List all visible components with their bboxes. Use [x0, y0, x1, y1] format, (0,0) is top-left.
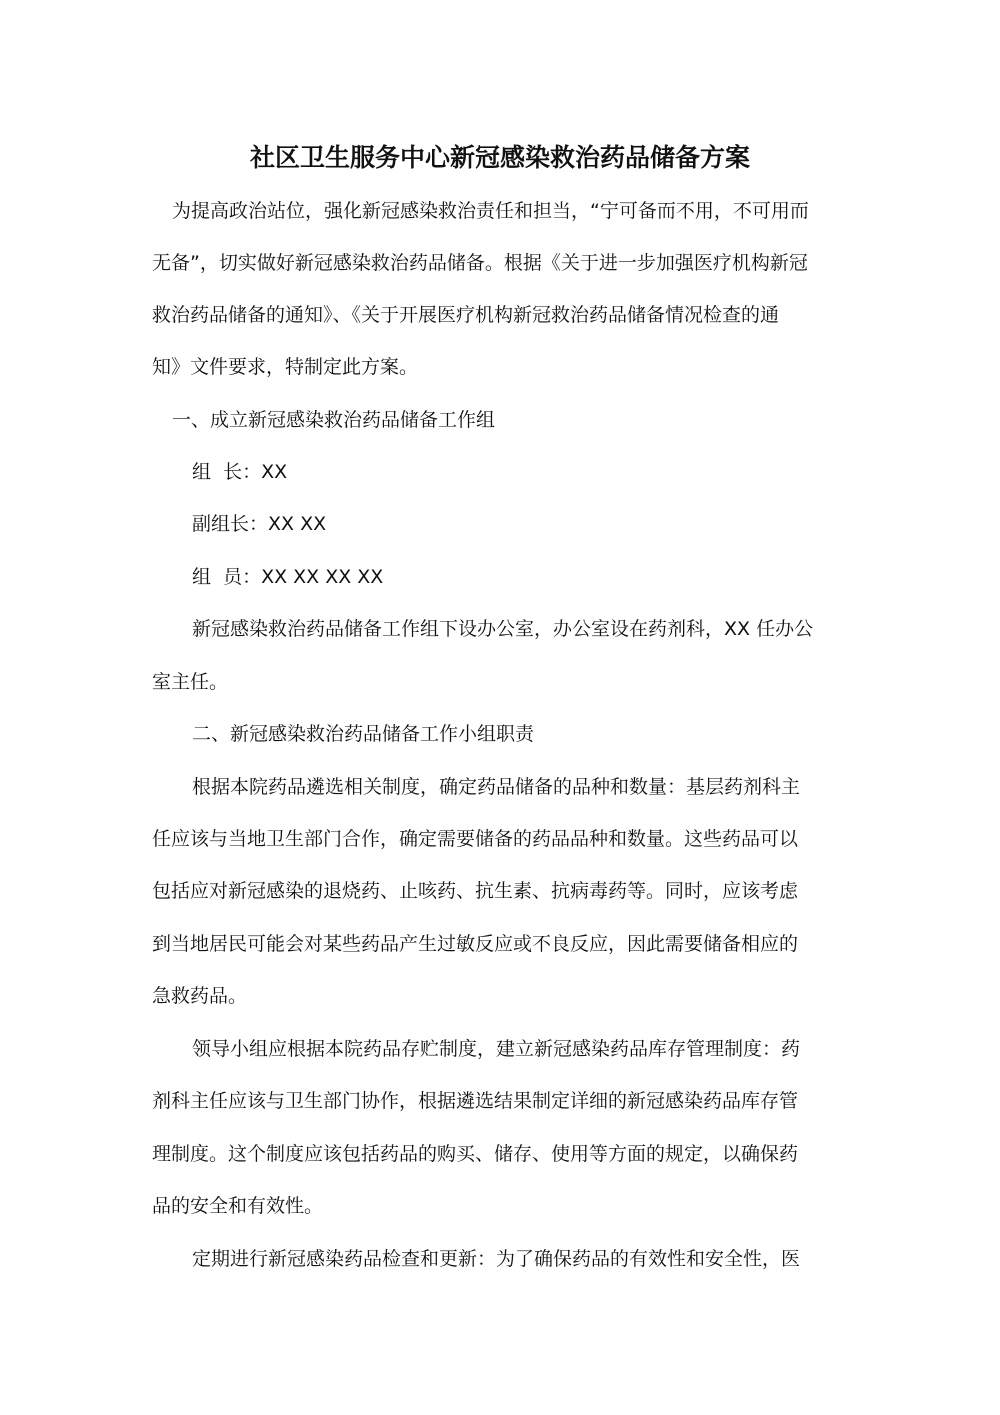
- text-line-12: 根据本院药品遴选相关制度，确定药品储备的品种和数量：基层药剂科主: [192, 776, 801, 798]
- text-line-1: 为提高政治站位，强化新冠感染救治责任和担当，“宁可备而不用，不可用而: [172, 200, 809, 222]
- text-line-16: 急救药品。: [152, 985, 248, 1007]
- text-line-21: 定期进行新冠感染药品检查和更新：为了确保药品的有效性和安全性，医: [192, 1248, 801, 1270]
- document-title: 社区卫生服务中心新冠感染救治药品储备方案: [249, 143, 750, 172]
- text-line-19: 理制度。这个制度应该包括药品的购买、储存、使用等方面的规定，以确保药: [152, 1143, 799, 1165]
- team-members-line: 组 员：XX XX XX XX: [192, 566, 384, 588]
- team-deputy-line: 副组长：XX XX: [192, 513, 327, 535]
- text-line-14: 包括应对新冠感染的退烧药、止咳药、抗生素、抗病毒药等。同时，应该考虑: [152, 880, 799, 902]
- text-line-2: 无备”，切实做好新冠感染救治药品储备。根据《关于进一步加强医疗机构新冠: [152, 252, 808, 274]
- text-line-10: 室主任。: [152, 671, 229, 693]
- text-line-15: 到当地居民可能会对某些药品产生过敏反应或不良反应，因此需要储备相应的: [152, 933, 799, 955]
- text-line-3: 救治药品储备的通知》、《关于开展医疗机构新冠救治药品储备情况检查的通: [152, 304, 780, 326]
- text-line-18: 剂科主任应该与卫生部门协作，根据遴选结果制定详细的新冠感染药品库存管: [152, 1090, 799, 1112]
- section-heading-2: 二、新冠感染救治药品储备工作小组职责: [192, 723, 535, 745]
- text-line-9: 新冠感染救治药品储备工作组下设办公室，办公室设在药剂科，XX 任办公: [192, 618, 814, 640]
- team-leader-line: 组 长：XX: [192, 461, 288, 483]
- text-line-4: 知》文件要求，特制定此方案。: [152, 356, 419, 378]
- text-line-20: 品的安全和有效性。: [152, 1195, 324, 1217]
- section-heading-1: 一、成立新冠感染救治药品储备工作组: [172, 409, 496, 431]
- text-line-13: 任应该与当地卫生部门合作，确定需要储备的药品品种和数量。这些药品可以: [152, 828, 799, 850]
- text-line-17: 领导小组应根据本院药品存贮制度，建立新冠感染药品库存管理制度：药: [192, 1038, 801, 1060]
